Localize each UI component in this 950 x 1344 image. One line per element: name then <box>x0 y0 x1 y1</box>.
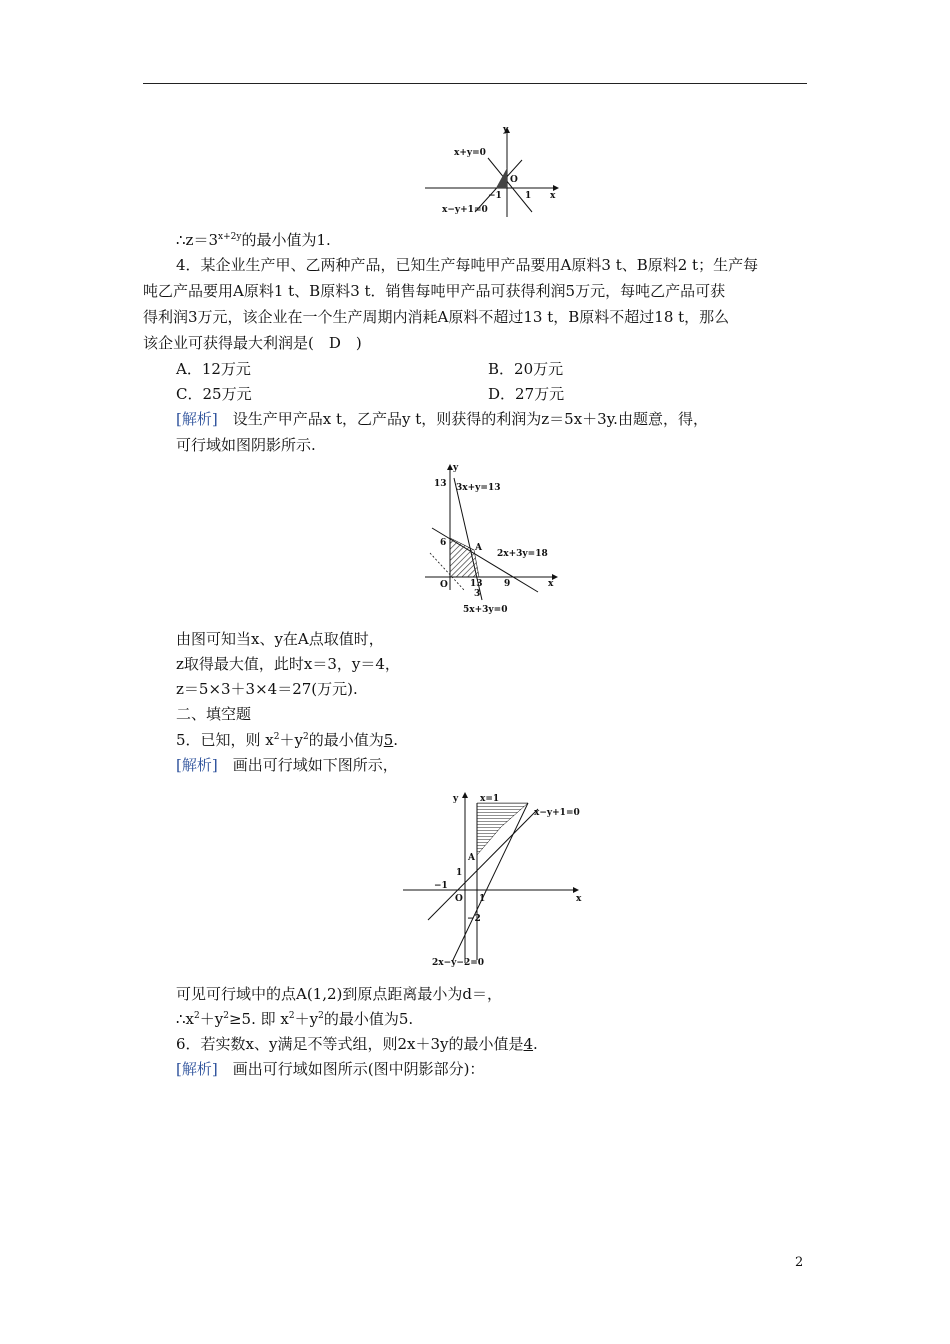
q4-option-d: D．27万元 <box>488 385 565 403</box>
fig1-label: x+y=0 <box>454 148 486 158</box>
fig3-label: 1 <box>456 868 463 878</box>
q4-option-b: B．20万元 <box>488 360 564 378</box>
fig3-label: −1 <box>434 881 448 891</box>
fig1-label: y <box>503 125 509 135</box>
fig2-label: O <box>440 580 448 590</box>
q4-option-c: C．25万元 <box>176 385 252 403</box>
fig3-shaded-region <box>477 803 528 855</box>
analysis-tag: [解析] <box>176 756 218 774</box>
fig3-label: y <box>453 794 459 804</box>
q5-conclusion-line: $\therefore x^2+y^2\ge 5$. 即 $x^2+y^2$的最小值为5. <box>176 1010 414 1028</box>
fig3-label: x−y+1=0 <box>534 808 580 818</box>
fig3-label: 2x−y−2=0 <box>432 958 485 968</box>
analysis-tag: [解析] <box>176 1060 218 1078</box>
fig2-label: 13 <box>434 479 447 489</box>
fig3-label: A <box>468 853 475 863</box>
q4-analysis-line: [解析] 设生产甲产品x t，乙产品y t，则获得的利润为z＝5x＋3y.由题意，得， <box>176 410 708 428</box>
fig2-label: y <box>453 463 459 473</box>
header-rule <box>143 83 807 84</box>
fig2-label: 2x+3y=18 <box>497 549 548 559</box>
q4-conclusion-line: 由图可知当x、y在A点取值时， <box>176 630 384 648</box>
figure-3-graph <box>398 785 593 975</box>
q4-stem-line: 该企业可获得最大利润是( D ) <box>143 334 362 352</box>
q4-stem-line: 得利润3万元，该企业在一个生产周期内消耗A原料不超过13 t，B原料不超过18 t，那么 <box>143 308 730 326</box>
fig3-label: 1 <box>479 894 486 904</box>
analysis-tag: [解析] <box>176 410 218 428</box>
fig2-label: 3x+y=13 <box>456 483 501 493</box>
fig2-label: 13 <box>470 579 483 589</box>
fig2-label: x <box>548 579 554 589</box>
fig1-label: x−y+1=0 <box>442 205 488 215</box>
q5-conclusion-line: 可见可行域中的点A(1,2)到原点距离最小为d＝， <box>176 985 502 1003</box>
q5-answer: 5 <box>383 731 394 749</box>
figure-2-graph <box>420 460 565 620</box>
q4-stem-line: 吨乙产品要用A原料1 t、B原料3 t．销售每吨甲产品可获得利润5万元，每吨乙产品可获 <box>143 282 726 300</box>
q4-conclusion-line: z取得最大值，此时x＝3，y＝4， <box>176 655 400 673</box>
fig3-label: O <box>455 894 463 904</box>
q5-analysis-line: [解析] 画出可行域如下图所示， <box>176 756 398 774</box>
fig1-label: 1 <box>525 191 532 201</box>
q5-stem: 5．已知，则 $x^2+y^2$的最小值为5. <box>176 731 399 749</box>
fig1-label: −1 <box>488 191 502 201</box>
fig2-label: 3 <box>474 589 481 599</box>
fig3-label: x <box>576 894 582 904</box>
q6-stem: 6．若实数x、y满足不等式组，则2x＋3y的最小值是4. <box>176 1035 538 1053</box>
fig3-label: x=1 <box>480 794 500 804</box>
q4-conclusion-line: z＝5×3＋3×4＝27(万元). <box>176 680 358 698</box>
fig2-label: 5x+3y=0 <box>463 605 508 615</box>
q6-answer: 4 <box>523 1035 534 1053</box>
fig1-label: O <box>510 175 518 185</box>
q4-analysis-line: 可行域如图阴影所示. <box>176 436 316 454</box>
figure-1-graph <box>420 120 570 220</box>
fig3-label: −2 <box>467 914 481 924</box>
fig2-label: 6 <box>440 538 447 548</box>
page-number: 2 <box>795 1255 804 1270</box>
fig2-label: 9 <box>504 579 511 589</box>
q6-analysis-line: [解析] 画出可行域如图所示(图中阴影部分)： <box>176 1060 485 1078</box>
section-title: 二、填空题 <box>176 705 252 723</box>
q4-stem-line: 4．某企业生产甲、乙两种产品，已知生产每吨甲产品要用A原料3 t、B原料2 t；生产每 <box>176 256 759 274</box>
q4-option-a: A．12万元 <box>176 360 251 378</box>
fig1-shaded-region <box>496 168 507 188</box>
fig2-label: A <box>475 543 482 553</box>
fig1-label: x <box>550 191 556 201</box>
z-min-line: $\therefore z=3^{x+2y}$的最小值为1. <box>176 231 331 249</box>
